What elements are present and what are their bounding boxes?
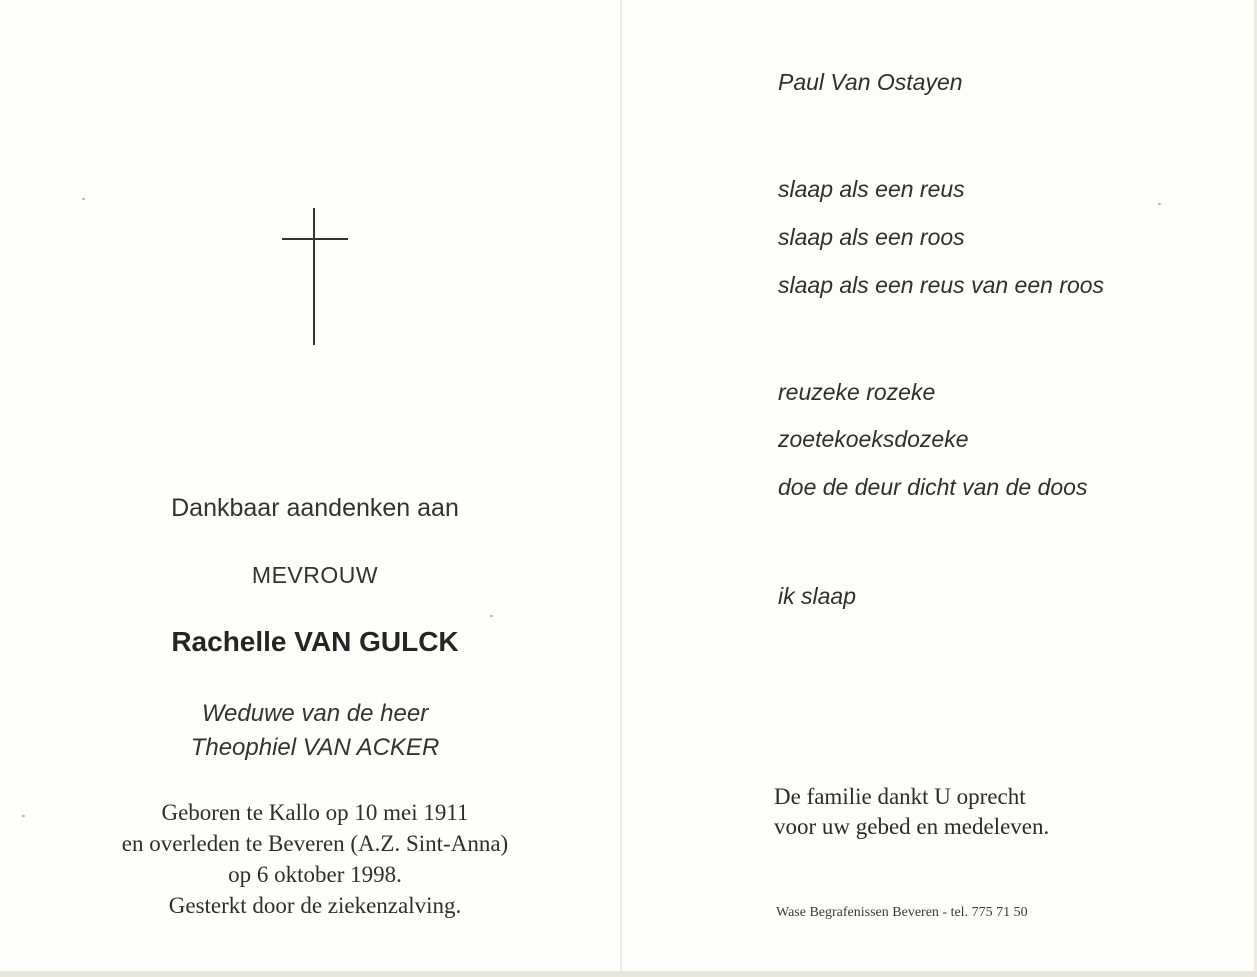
poem-line: ik slaap [778, 583, 856, 609]
thanks-line-1: De familie dankt U oprecht [774, 784, 1026, 809]
widow-line-1: Weduwe van de heer [201, 700, 429, 727]
poem-line: reuzeke rozeke [778, 379, 936, 405]
poem-line: slaap als een reus van een roos [778, 272, 1105, 298]
paper-speck [490, 615, 493, 617]
poem-line: slaap als een roos [778, 224, 965, 250]
widow-line-2: Theophiel VAN ACKER [190, 734, 440, 761]
card-bottom-edge [0, 971, 1257, 977]
birth-info: Geboren te Kallo op 10 mei 1911 [161, 800, 469, 825]
poem-line: slaap als een reus [778, 176, 965, 202]
paper-speck [22, 815, 25, 817]
remembrance-text: Dankbaar aandenken aan [171, 494, 459, 522]
poem-line: doe de deur dicht van de doos [778, 474, 1088, 500]
honorific-title: MEVROUW [251, 562, 379, 588]
deceased-name: Rachelle VAN GULCK [171, 626, 459, 657]
left-panel [0, 0, 622, 977]
cross-icon [282, 208, 348, 345]
death-info: en overleden te Beveren (A.Z. Sint-Anna) [121, 831, 509, 856]
death-date: op 6 oktober 1998. [228, 862, 402, 887]
poem-author: Paul Van Ostayen [778, 69, 963, 95]
paper-speck [82, 198, 85, 200]
undertaker-info: Wase Begrafenissen Beveren - tel. 775 71 50 [776, 905, 1028, 920]
thanks-line-2: voor uw gebed en medeleven. [774, 814, 1050, 839]
paper-speck [1158, 203, 1161, 205]
poem-line: zoetekoeksdozeke [778, 426, 969, 452]
sacrament-info: Gesterkt door de ziekenzalving. [168, 893, 462, 918]
